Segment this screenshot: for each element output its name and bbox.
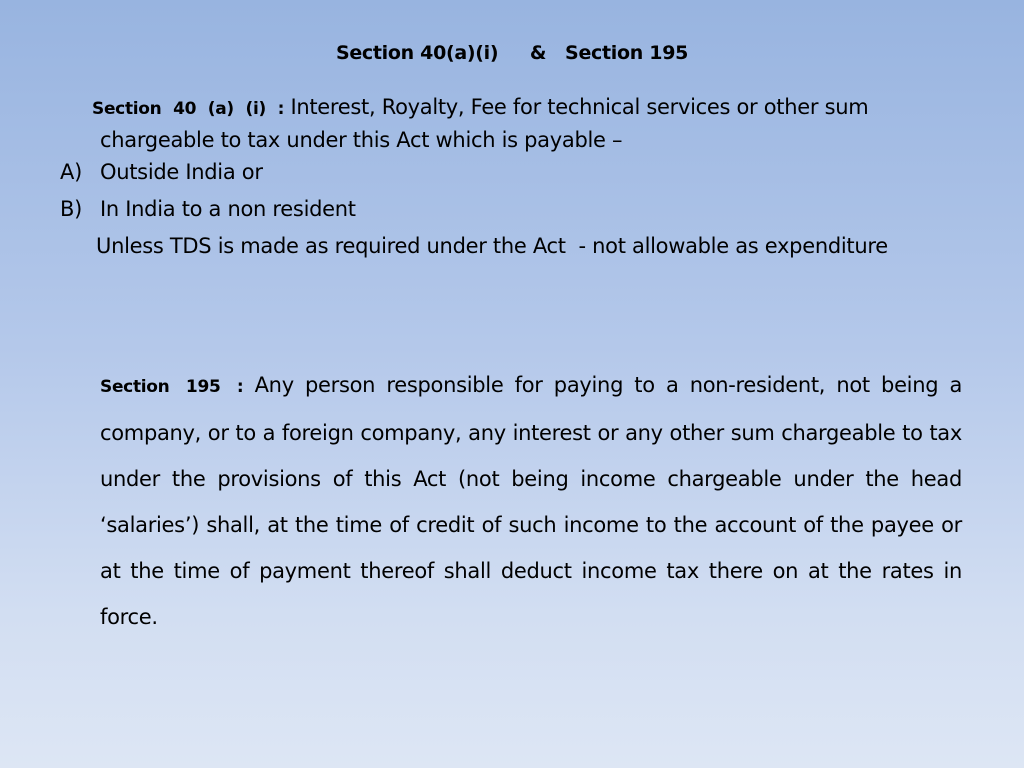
section-40-text-line2: chargeable to tax under this Act which is payable – [100, 128, 623, 152]
list-item-a-marker: A) [60, 160, 82, 184]
section-195-label: Section 195 : [100, 377, 244, 397]
section-40-conclusion: Unless TDS is made as required under the Act - not allowable as expenditure [96, 234, 888, 258]
section-40-paragraph [92, 92, 962, 156]
list-item-b-text: In India to a non resident [100, 197, 356, 221]
section-40-text-line1: Interest, Royalty, Fee for technical services or other sum [284, 95, 869, 119]
list-item-a-text: Outside India or [100, 160, 263, 184]
list-item-b-marker: B) [60, 197, 82, 221]
slide-title: Section 40(a)(i) & Section 195 [335, 42, 689, 64]
section-195-text: Any person responsible for paying to a non-resident, not being a company, or to a foreign company, any interest or any other sum chargeable to tax under the provisions of this Act (not being income chargeable under the head ‘salaries’) shall, at the time of credit of such income to the account of the payee or at the time of payment thereof shall deduct income tax there on at the rates in force. [100, 373, 963, 629]
list-item-b [60, 197, 356, 221]
section-195-paragraph [100, 362, 962, 640]
list-item-a [60, 160, 263, 184]
section-40-label: Section 40 (a) (i) : [92, 99, 285, 119]
